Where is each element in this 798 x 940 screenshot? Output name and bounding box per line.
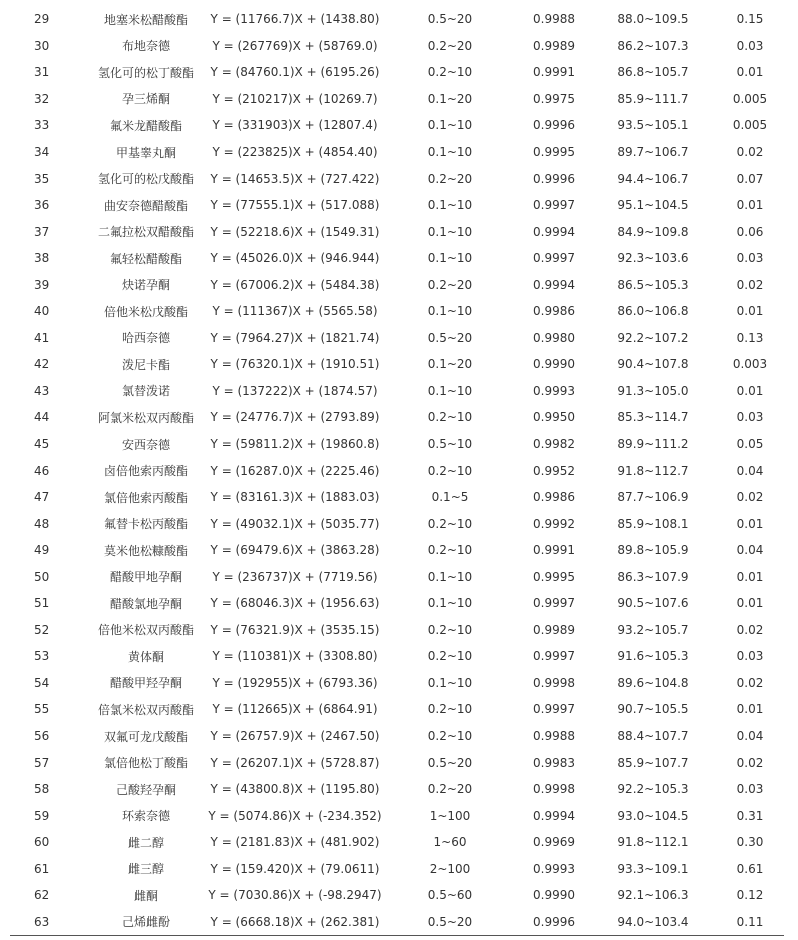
correlation-coefficient: 0.9995 <box>533 145 575 159</box>
compound-name: 甲基睾丸酮 <box>115 145 176 160</box>
compound-name: 孕三烯酮 <box>121 92 170 107</box>
linear-range: 0.2~20 <box>427 171 473 186</box>
detection-limit: 0.13 <box>736 330 764 345</box>
correlation-coefficient: 0.9994 <box>533 277 575 292</box>
linear-range: 0.1~10 <box>427 569 473 584</box>
detection-limit: 0.01 <box>736 596 764 611</box>
recovery-range: 89.6~104.8 <box>617 675 689 690</box>
linear-range: 0.2~10 <box>427 516 473 531</box>
linear-range: 0.2~10 <box>427 463 473 478</box>
regression-equation: Y = (110381)X + (3308.80) <box>212 649 378 664</box>
compound-name: 倍他米松戊酸酯 <box>103 304 188 319</box>
row-number: 52 <box>34 622 50 637</box>
row-number: 36 <box>34 198 50 213</box>
correlation-coefficient: 0.9991 <box>533 65 575 80</box>
recovery-range: 90.5~107.6 <box>617 596 689 611</box>
correlation-coefficient: 0.9950 <box>533 410 575 425</box>
recovery-range: 86.8~105.7 <box>617 65 689 80</box>
correlation-coefficient: 0.9990 <box>533 888 575 903</box>
correlation-coefficient: 0.9994 <box>533 808 575 823</box>
compound-name: 氟轻松醋酸酯 <box>109 251 182 266</box>
recovery-range: 91.8~112.7 <box>617 463 689 478</box>
correlation-coefficient: 0.9998 <box>533 782 575 797</box>
correlation-coefficient: 0.9994 <box>533 224 575 239</box>
recovery-range: 92.2~107.2 <box>617 330 689 345</box>
table-row <box>10 192 784 219</box>
correlation-coefficient: 0.9986 <box>533 490 575 505</box>
compound-name: 环索奈德 <box>121 809 170 824</box>
table-row <box>10 617 784 644</box>
row-number: 48 <box>34 516 50 531</box>
recovery-range: 91.8~112.1 <box>617 835 689 850</box>
linear-range: 0.1~10 <box>427 304 473 319</box>
recovery-range: 93.2~105.7 <box>617 622 689 637</box>
table-row <box>10 856 784 883</box>
table-row <box>10 776 784 803</box>
table-row <box>10 112 784 139</box>
detection-limit: 0.03 <box>736 649 764 664</box>
compound-name: 氯倍他索丙酸酯 <box>103 490 188 505</box>
compound-name: 醋酸甲羟孕酮 <box>109 676 182 691</box>
row-number: 44 <box>34 410 50 425</box>
compound-name: 己烯雌酚 <box>84 909 208 936</box>
linear-range: 0.2~10 <box>427 622 473 637</box>
table-row <box>10 86 784 113</box>
regression-equation: Y = (68046.3)X + (1956.63) <box>210 596 380 611</box>
detection-limit: 0.005 <box>732 91 768 106</box>
correlation-coefficient: 0.9990 <box>533 357 575 372</box>
recovery-range: 95.1~104.5 <box>617 198 689 213</box>
recovery-range: 91.3~105.0 <box>617 383 689 398</box>
table-row <box>10 59 784 86</box>
row-number: 33 <box>34 118 50 133</box>
row-number: 61 <box>34 861 50 876</box>
detection-limit: 0.01 <box>736 569 764 584</box>
linear-range: 0.5~20 <box>382 909 518 936</box>
correlation-coefficient: 0.9998 <box>533 675 575 690</box>
regression-equation: Y = (331903)X + (12807.4) <box>212 118 378 133</box>
row-number: 55 <box>34 702 50 717</box>
row-number: 46 <box>34 463 50 478</box>
compound-name: 安西奈德 <box>121 437 170 452</box>
recovery-range: 85.9~108.1 <box>617 516 689 531</box>
compound-name: 氟替卡松丙酸酯 <box>103 517 188 532</box>
recovery-range: 92.3~103.6 <box>617 251 689 266</box>
row-number: 42 <box>34 357 50 372</box>
row-number: 56 <box>34 729 50 744</box>
row-number: 31 <box>34 65 50 80</box>
correlation-coefficient: 0.9997 <box>533 251 575 266</box>
row-number: 57 <box>34 755 50 770</box>
table-row <box>10 431 784 458</box>
row-number: 29 <box>34 12 50 27</box>
recovery-range: 89.7~106.7 <box>617 145 689 159</box>
detection-limit: 0.03 <box>736 38 764 53</box>
recovery-range: 94.4~106.7 <box>617 171 689 186</box>
linear-range: 0.2~10 <box>427 65 473 80</box>
row-number: 45 <box>34 437 50 452</box>
linear-range: 2~100 <box>429 861 471 876</box>
regression-equation: Y = (267769)X + (58769.0) <box>212 38 378 53</box>
row-number: 62 <box>34 888 50 903</box>
table-row <box>10 351 784 378</box>
correlation-coefficient: 0.9988 <box>533 12 575 27</box>
linear-range: 0.1~10 <box>427 675 473 690</box>
linear-range: 0.1~10 <box>427 118 473 133</box>
compound-name: 己酸羟孕酮 <box>115 782 176 797</box>
recovery-range: 86.5~105.3 <box>617 277 689 292</box>
recovery-range: 85.9~107.7 <box>617 755 689 770</box>
correlation-coefficient: 0.9989 <box>533 622 575 637</box>
compound-name: 雌酮 <box>133 888 158 903</box>
correlation-coefficient: 0.9993 <box>533 383 575 398</box>
row-number: 40 <box>34 304 50 319</box>
table-row <box>10 404 784 431</box>
table-row <box>10 325 784 352</box>
detection-limit: 0.04 <box>736 463 764 478</box>
regression-equation: Y = (59811.2)X + (19860.8) <box>210 437 380 452</box>
regression-equation: Y = (11766.7)X + (1438.80) <box>210 12 380 27</box>
recovery-range: 88.4~107.7 <box>617 729 689 744</box>
correlation-coefficient: 0.9996 <box>533 118 575 133</box>
linear-range: 0.2~10 <box>427 649 473 664</box>
regression-equation: Y = (52218.6)X + (1549.31) <box>210 224 380 239</box>
recovery-range: 85.3~114.7 <box>617 410 689 425</box>
linear-range: 0.1~10 <box>427 224 473 239</box>
detection-limit: 0.003 <box>732 357 768 372</box>
recovery-range: 90.7~105.5 <box>617 702 689 717</box>
table-row <box>10 723 784 750</box>
linear-range: 1~100 <box>429 808 471 823</box>
compound-name: 布地奈德 <box>121 39 170 54</box>
linear-range: 0.1~10 <box>427 596 473 611</box>
table-row <box>10 378 784 405</box>
correlation-coefficient: 0.9952 <box>533 463 575 478</box>
regression-equation: Y = (49032.1)X + (5035.77) <box>210 516 380 531</box>
correlation-coefficient: 0.9989 <box>533 38 575 53</box>
regression-equation: Y = (76321.9)X + (3535.15) <box>210 622 380 637</box>
compound-name: 氟米龙醋酸酯 <box>109 118 182 133</box>
detection-limit: 0.01 <box>736 198 764 213</box>
correlation-coefficient: 0.9992 <box>533 516 575 531</box>
recovery-range: 94.0~103.4 <box>590 909 716 936</box>
detection-limit: 0.01 <box>736 702 764 717</box>
recovery-range: 86.0~106.8 <box>617 304 689 319</box>
compound-name: 黄体酮 <box>127 649 164 664</box>
row-number: 60 <box>34 835 50 850</box>
linear-range: 0.2~10 <box>427 702 473 717</box>
table-row <box>10 670 784 697</box>
regression-equation: Y = (7030.86)X + (-98.2947) <box>208 888 382 903</box>
detection-limit: 0.11 <box>716 909 784 936</box>
compound-name: 炔诺孕酮 <box>121 278 170 293</box>
linear-range: 0.5~60 <box>427 888 473 903</box>
regression-equation: Y = (7964.27)X + (1821.74) <box>210 330 380 345</box>
table-row <box>10 749 784 776</box>
linear-range: 0.2~20 <box>427 277 473 292</box>
recovery-range: 92.2~105.3 <box>617 782 689 797</box>
table-row <box>10 802 784 829</box>
regression-equation: Y = (45026.0)X + (946.944) <box>210 251 380 266</box>
recovery-range: 86.2~107.3 <box>617 38 689 53</box>
row-number: 38 <box>34 251 50 266</box>
correlation-coefficient: 0.9996 <box>533 171 575 186</box>
recovery-range: 90.4~107.8 <box>617 357 689 372</box>
recovery-range: 93.0~104.5 <box>617 808 689 823</box>
row-number: 43 <box>34 383 50 398</box>
regression-equation: Y = (84760.1)X + (6195.26) <box>210 65 380 80</box>
recovery-range: 91.6~105.3 <box>617 649 689 664</box>
regression-equation: Y = (112665)X + (6864.91) <box>212 702 378 717</box>
table-row <box>10 298 784 325</box>
detection-limit: 0.01 <box>736 65 764 80</box>
correlation-coefficient: 0.9997 <box>533 198 575 213</box>
detection-limit: 0.03 <box>736 782 764 797</box>
recovery-range: 86.3~107.9 <box>617 569 689 584</box>
correlation-coefficient: 0.9996 <box>518 909 590 936</box>
linear-range: 0.1~5 <box>431 490 469 505</box>
table-row <box>10 537 784 564</box>
detection-limit: 0.01 <box>736 516 764 531</box>
table-row <box>10 510 784 537</box>
linear-range: 0.2~20 <box>427 38 473 53</box>
row-number: 39 <box>34 277 50 292</box>
row-number: 54 <box>34 675 50 690</box>
row-number: 51 <box>34 596 50 611</box>
regression-equation: Y = (223825)X + (4854.40) <box>212 145 378 159</box>
regression-equation: Y = (77555.1)X + (517.088) <box>210 198 380 213</box>
detection-limit: 0.12 <box>736 888 764 903</box>
compound-name: 阿氯米松双丙酸酯 <box>97 410 194 425</box>
compound-name: 泼尼卡酯 <box>121 357 170 372</box>
linear-range: 1~60 <box>433 835 467 850</box>
regression-equation: Y = (83161.3)X + (1883.03) <box>210 490 380 505</box>
correlation-coefficient: 0.9969 <box>533 835 575 850</box>
data-table <box>10 6 784 936</box>
regression-equation: Y = (159.420)X + (79.0611) <box>210 861 380 876</box>
regression-equation: Y = (76320.1)X + (1910.51) <box>210 357 380 372</box>
row-number: 35 <box>34 171 50 186</box>
recovery-range: 88.0~109.5 <box>617 12 689 27</box>
compound-name: 双氟可龙戊酸酯 <box>103 729 188 744</box>
linear-range: 0.2~20 <box>427 782 473 797</box>
detection-limit: 0.04 <box>736 729 764 744</box>
regression-equation: Y = (67006.2)X + (5484.38) <box>210 277 380 292</box>
row-number: 58 <box>34 782 50 797</box>
linear-range: 0.1~20 <box>427 357 473 372</box>
regression-equation: Y = (137222)X + (1874.57) <box>212 383 378 398</box>
recovery-range: 84.9~109.8 <box>617 224 689 239</box>
regression-equation: Y = (14653.5)X + (727.422) <box>210 171 380 186</box>
compound-name: 氯倍他松丁酸酯 <box>103 756 188 771</box>
detection-limit: 0.02 <box>736 622 764 637</box>
regression-equation: Y = (236737)X + (7719.56) <box>212 569 378 584</box>
detection-limit: 0.31 <box>736 808 764 823</box>
linear-range: 0.5~20 <box>427 755 473 770</box>
detection-limit: 0.02 <box>736 490 764 505</box>
regression-equation: Y = (6668.18)X + (262.381) <box>208 909 382 936</box>
detection-limit: 0.03 <box>736 410 764 425</box>
linear-range: 0.2~10 <box>427 543 473 558</box>
linear-range: 0.1~10 <box>427 145 473 159</box>
correlation-coefficient: 0.9991 <box>533 543 575 558</box>
table-row <box>10 643 784 670</box>
regression-equation: Y = (69479.6)X + (3863.28) <box>210 543 380 558</box>
row-number: 49 <box>34 543 50 558</box>
table-row <box>10 829 784 856</box>
table-row <box>10 165 784 192</box>
table-row <box>10 882 784 909</box>
detection-limit: 0.04 <box>736 543 764 558</box>
compound-name: 氯替泼诺 <box>121 384 170 399</box>
compound-name: 地塞米松醋酸酯 <box>103 12 188 27</box>
regression-equation: Y = (2181.83)X + (481.902) <box>210 835 380 850</box>
correlation-coefficient: 0.9988 <box>533 729 575 744</box>
table-row <box>10 33 784 60</box>
linear-range: 0.1~10 <box>427 198 473 213</box>
table-row <box>10 563 784 590</box>
regression-equation: Y = (210217)X + (10269.7) <box>212 91 378 106</box>
detection-limit: 0.02 <box>736 675 764 690</box>
detection-limit: 0.07 <box>736 171 764 186</box>
table-row <box>10 484 784 511</box>
table-row <box>10 457 784 484</box>
detection-limit: 0.61 <box>736 861 764 876</box>
recovery-range: 85.9~111.7 <box>617 91 689 106</box>
regression-equation: Y = (111367)X + (5565.58) <box>212 304 378 319</box>
regression-equation: Y = (192955)X + (6793.36) <box>212 675 378 690</box>
row-number: 41 <box>34 330 50 345</box>
detection-limit: 0.02 <box>736 277 764 292</box>
compound-name: 倍氯米松双丙酸酯 <box>97 702 194 717</box>
recovery-range: 93.5~105.1 <box>617 118 689 133</box>
compound-name: 氢化可的松丁酸酯 <box>97 65 194 80</box>
table-row <box>10 245 784 272</box>
regression-equation: Y = (26207.1)X + (5728.87) <box>210 755 380 770</box>
table-row <box>10 590 784 617</box>
compound-name: 莫米他松糠酸酯 <box>103 543 188 558</box>
recovery-range: 89.8~105.9 <box>617 543 689 558</box>
correlation-coefficient: 0.9997 <box>533 596 575 611</box>
table-row <box>10 139 784 166</box>
row-number: 47 <box>34 490 50 505</box>
row-number: 32 <box>34 91 50 106</box>
compound-name: 曲安奈德醋酸酯 <box>103 198 188 213</box>
linear-range: 0.5~20 <box>427 12 473 27</box>
linear-range: 0.2~10 <box>427 729 473 744</box>
table-row <box>10 909 784 936</box>
row-number: 34 <box>34 145 50 159</box>
detection-limit: 0.15 <box>736 12 764 27</box>
compound-name: 醋酸氯地孕酮 <box>109 596 182 611</box>
table-row <box>10 218 784 245</box>
table-row <box>10 271 784 298</box>
regression-equation: Y = (24776.7)X + (2793.89) <box>210 410 380 425</box>
detection-limit: 0.05 <box>736 437 764 452</box>
detection-limit: 0.06 <box>736 224 764 239</box>
linear-range: 0.5~20 <box>427 330 473 345</box>
recovery-range: 87.7~106.9 <box>617 490 689 505</box>
correlation-coefficient: 0.9975 <box>533 91 575 106</box>
correlation-coefficient: 0.9997 <box>533 702 575 717</box>
table-row <box>10 696 784 723</box>
compound-name: 雌二醇 <box>127 835 164 850</box>
linear-range: 0.2~10 <box>427 410 473 425</box>
detection-limit: 0.005 <box>732 118 768 133</box>
detection-limit: 0.03 <box>736 251 764 266</box>
detection-limit: 0.02 <box>736 145 764 159</box>
detection-limit: 0.30 <box>736 835 764 850</box>
recovery-range: 93.3~109.1 <box>617 861 689 876</box>
detection-limit: 0.02 <box>736 755 764 770</box>
correlation-coefficient: 0.9982 <box>533 437 575 452</box>
row-number: 53 <box>34 649 50 664</box>
detection-limit: 0.01 <box>736 383 764 398</box>
linear-range: 0.5~10 <box>427 437 473 452</box>
linear-range: 0.1~10 <box>427 251 473 266</box>
correlation-coefficient: 0.9993 <box>533 861 575 876</box>
compound-name: 二氟拉松双醋酸酯 <box>97 225 194 240</box>
correlation-coefficient: 0.9983 <box>533 755 575 770</box>
compound-name: 醋酸甲地孕酮 <box>109 570 182 585</box>
correlation-coefficient: 0.9980 <box>533 330 575 345</box>
table-row <box>10 6 784 33</box>
row-number: 50 <box>34 569 50 584</box>
correlation-coefficient: 0.9997 <box>533 649 575 664</box>
compound-name: 雌三醇 <box>127 862 164 877</box>
regression-equation: Y = (5074.86)X + (-234.352) <box>208 808 382 823</box>
recovery-range: 92.1~106.3 <box>617 888 689 903</box>
regression-equation: Y = (16287.0)X + (2225.46) <box>210 463 380 478</box>
compound-name: 哈西奈德 <box>121 331 170 346</box>
linear-range: 0.1~10 <box>427 383 473 398</box>
row-number: 37 <box>34 224 50 239</box>
detection-limit: 0.01 <box>736 304 764 319</box>
regression-equation: Y = (26757.9)X + (2467.50) <box>210 729 380 744</box>
compound-name: 氢化可的松戊酸酯 <box>97 172 194 187</box>
regression-equation: Y = (43800.8)X + (1195.80) <box>210 782 380 797</box>
linear-range: 0.1~20 <box>427 91 473 106</box>
row-number: 63 <box>10 909 84 936</box>
recovery-range: 89.9~111.2 <box>617 437 689 452</box>
table-body <box>10 6 784 936</box>
compound-name: 倍他米松双丙酸酯 <box>97 623 194 638</box>
correlation-coefficient: 0.9995 <box>533 569 575 584</box>
correlation-coefficient: 0.9986 <box>533 304 575 319</box>
row-number: 30 <box>34 38 50 53</box>
row-number: 59 <box>34 808 50 823</box>
compound-name: 卤倍他索丙酸酯 <box>103 464 188 479</box>
